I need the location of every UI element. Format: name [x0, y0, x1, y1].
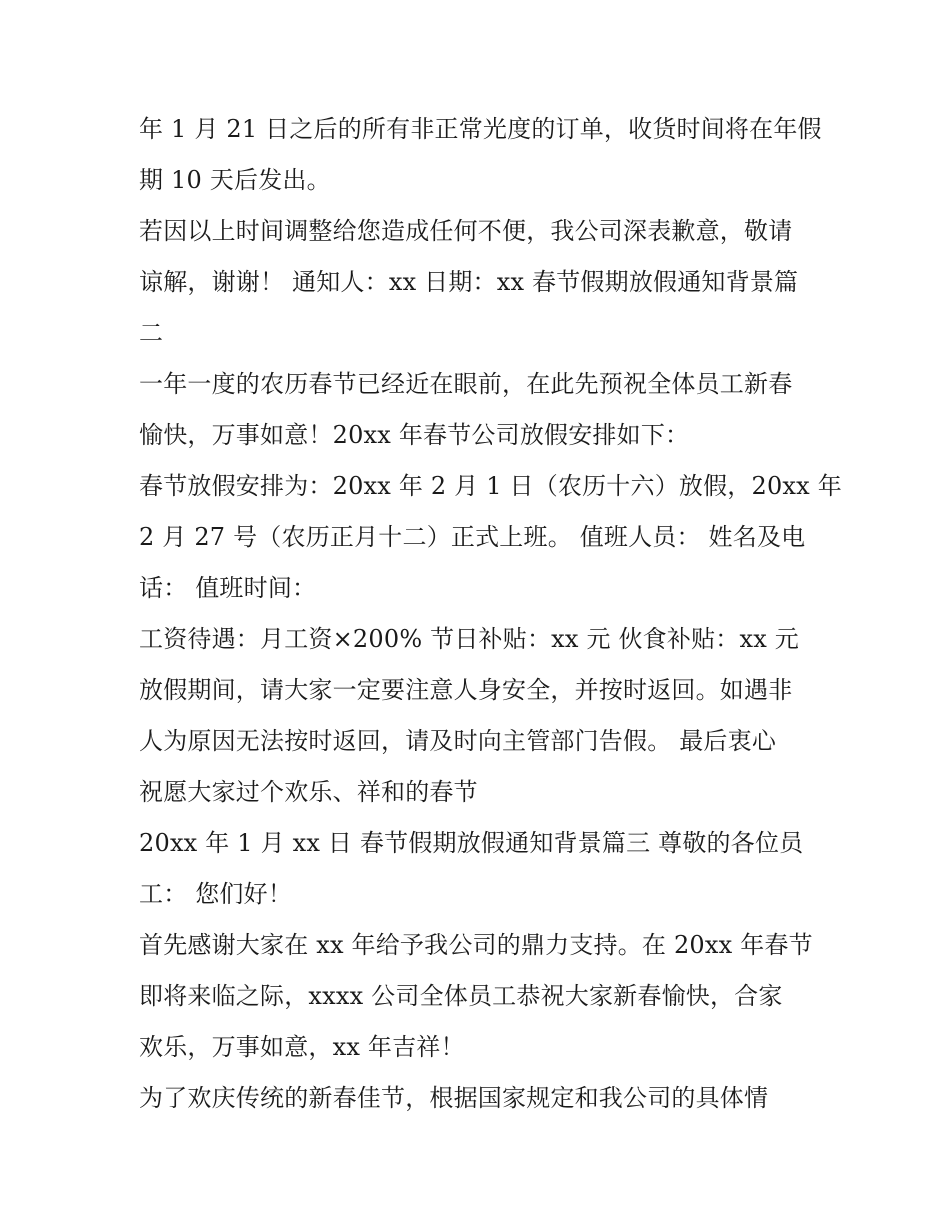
text-line: 二 [139, 319, 164, 347]
text-line: 工： 您们好！ [139, 880, 293, 908]
text-line: 祝愿大家过个欢乐、祥和的春节 [139, 778, 478, 806]
text-line: 放假期间，请大家一定要注意人身安全，并按时返回。如遇非 [139, 676, 793, 704]
text-line: 2 月 27 号（农历正月十二）正式上班。 值班人员： 姓名及电 [139, 523, 806, 551]
document-body [139, 104, 842, 1124]
text-line: 一年一度的农历春节已经近在眼前，在此先预祝全体员工新春 [139, 370, 793, 398]
text-line: 即将来临之际，xxxx 公司全体员工恭祝大家新春愉快，合家 [139, 982, 783, 1010]
text-line: 话： 值班时间： [139, 574, 317, 602]
text-line: 人为原因无法按时返回，请及时向主管部门告假。 最后衷心 [139, 727, 777, 755]
text-line: 春节放假安排为：20xx 年 2 月 1 日（农历十六）放假，20xx 年 [139, 472, 842, 500]
text-line: 工资待遇：月工资×200% 节日补贴：xx 元 伙食补贴：xx 元 [139, 625, 799, 653]
text-line: 年 1 月 21 日之后的所有非正常光度的订单，收货时间将在年假 [139, 115, 822, 143]
text-line: 欢乐，万事如意，xx 年吉祥！ [139, 1033, 465, 1061]
text-line: 若因以上时间调整给您造成任何不便，我公司深表歉意，敬请 [139, 217, 793, 245]
text-line: 首先感谢大家在 xx 年给予我公司的鼎力支持。在 20xx 年春节 [139, 931, 813, 959]
text-line: 期 10 天后发出。 [139, 166, 331, 194]
text-line: 20xx 年 1 月 xx 日 春节假期放假通知背景篇三 尊敬的各位员 [139, 829, 804, 857]
text-line: 为了欢庆传统的新春佳节，根据国家规定和我公司的具体情 [139, 1084, 769, 1112]
text-line: 愉快，万事如意！20xx 年春节公司放假安排如下： [139, 421, 690, 449]
text-line: 谅解，谢谢！ 通知人：xx 日期：xx 春节假期放假通知背景篇 [139, 268, 799, 296]
